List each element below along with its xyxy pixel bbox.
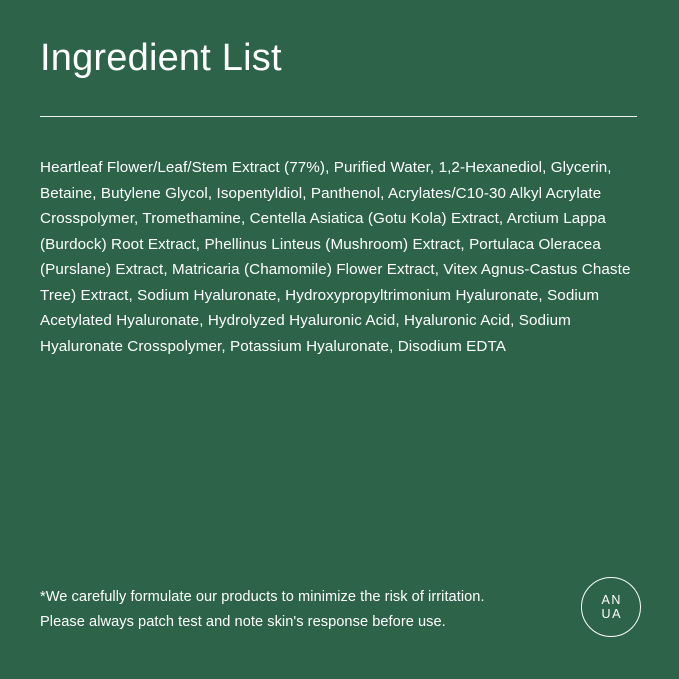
page-title: Ingredient List — [40, 37, 282, 79]
anua-logo — [581, 577, 641, 637]
anua-logo-line-2: UA — [601, 607, 623, 621]
title-divider — [40, 116, 637, 117]
ingredient-list-text: Heartleaf Flower/Leaf/Stem Extract (77%), Purified Water, 1,2-Hexanediol, Glycerin, Betaine, Butylene Glycol, Isopentyldiol, Panthenol, Acrylates/C10-30 Alkyl Acrylate Crosspolymer, Tromethamine, Centella Asiatica (Gotu Kola) Extract, Arctium Lappa (Burdock) Root Extract, Phellinus Linteus (Mushroom) Extract, Portulaca Oleracea (Purslane) Extract, Matricaria (Chamomile) Flower Extract, Vitex Agnus-Castus Chaste Tree) Extract, Sodium Hyaluronate, Hydroxypropyltrimonium Hyaluronate, Sodium Acetylated Hyaluronate, Hydrolyzed Hyaluronic Acid, Hyaluronic Acid, Sodium Hyaluronate Crosspolymer, Potassium Hyaluronate, Disodium EDTA — [40, 159, 631, 355]
anua-logo-line-1: AN — [601, 593, 623, 607]
footnote — [40, 585, 580, 635]
footnote-line-2: Please always patch test and note skin's response before use. — [40, 614, 446, 630]
footnote-line-1: *We carefully formulate our products to minimize the risk of irritation. — [40, 589, 485, 605]
